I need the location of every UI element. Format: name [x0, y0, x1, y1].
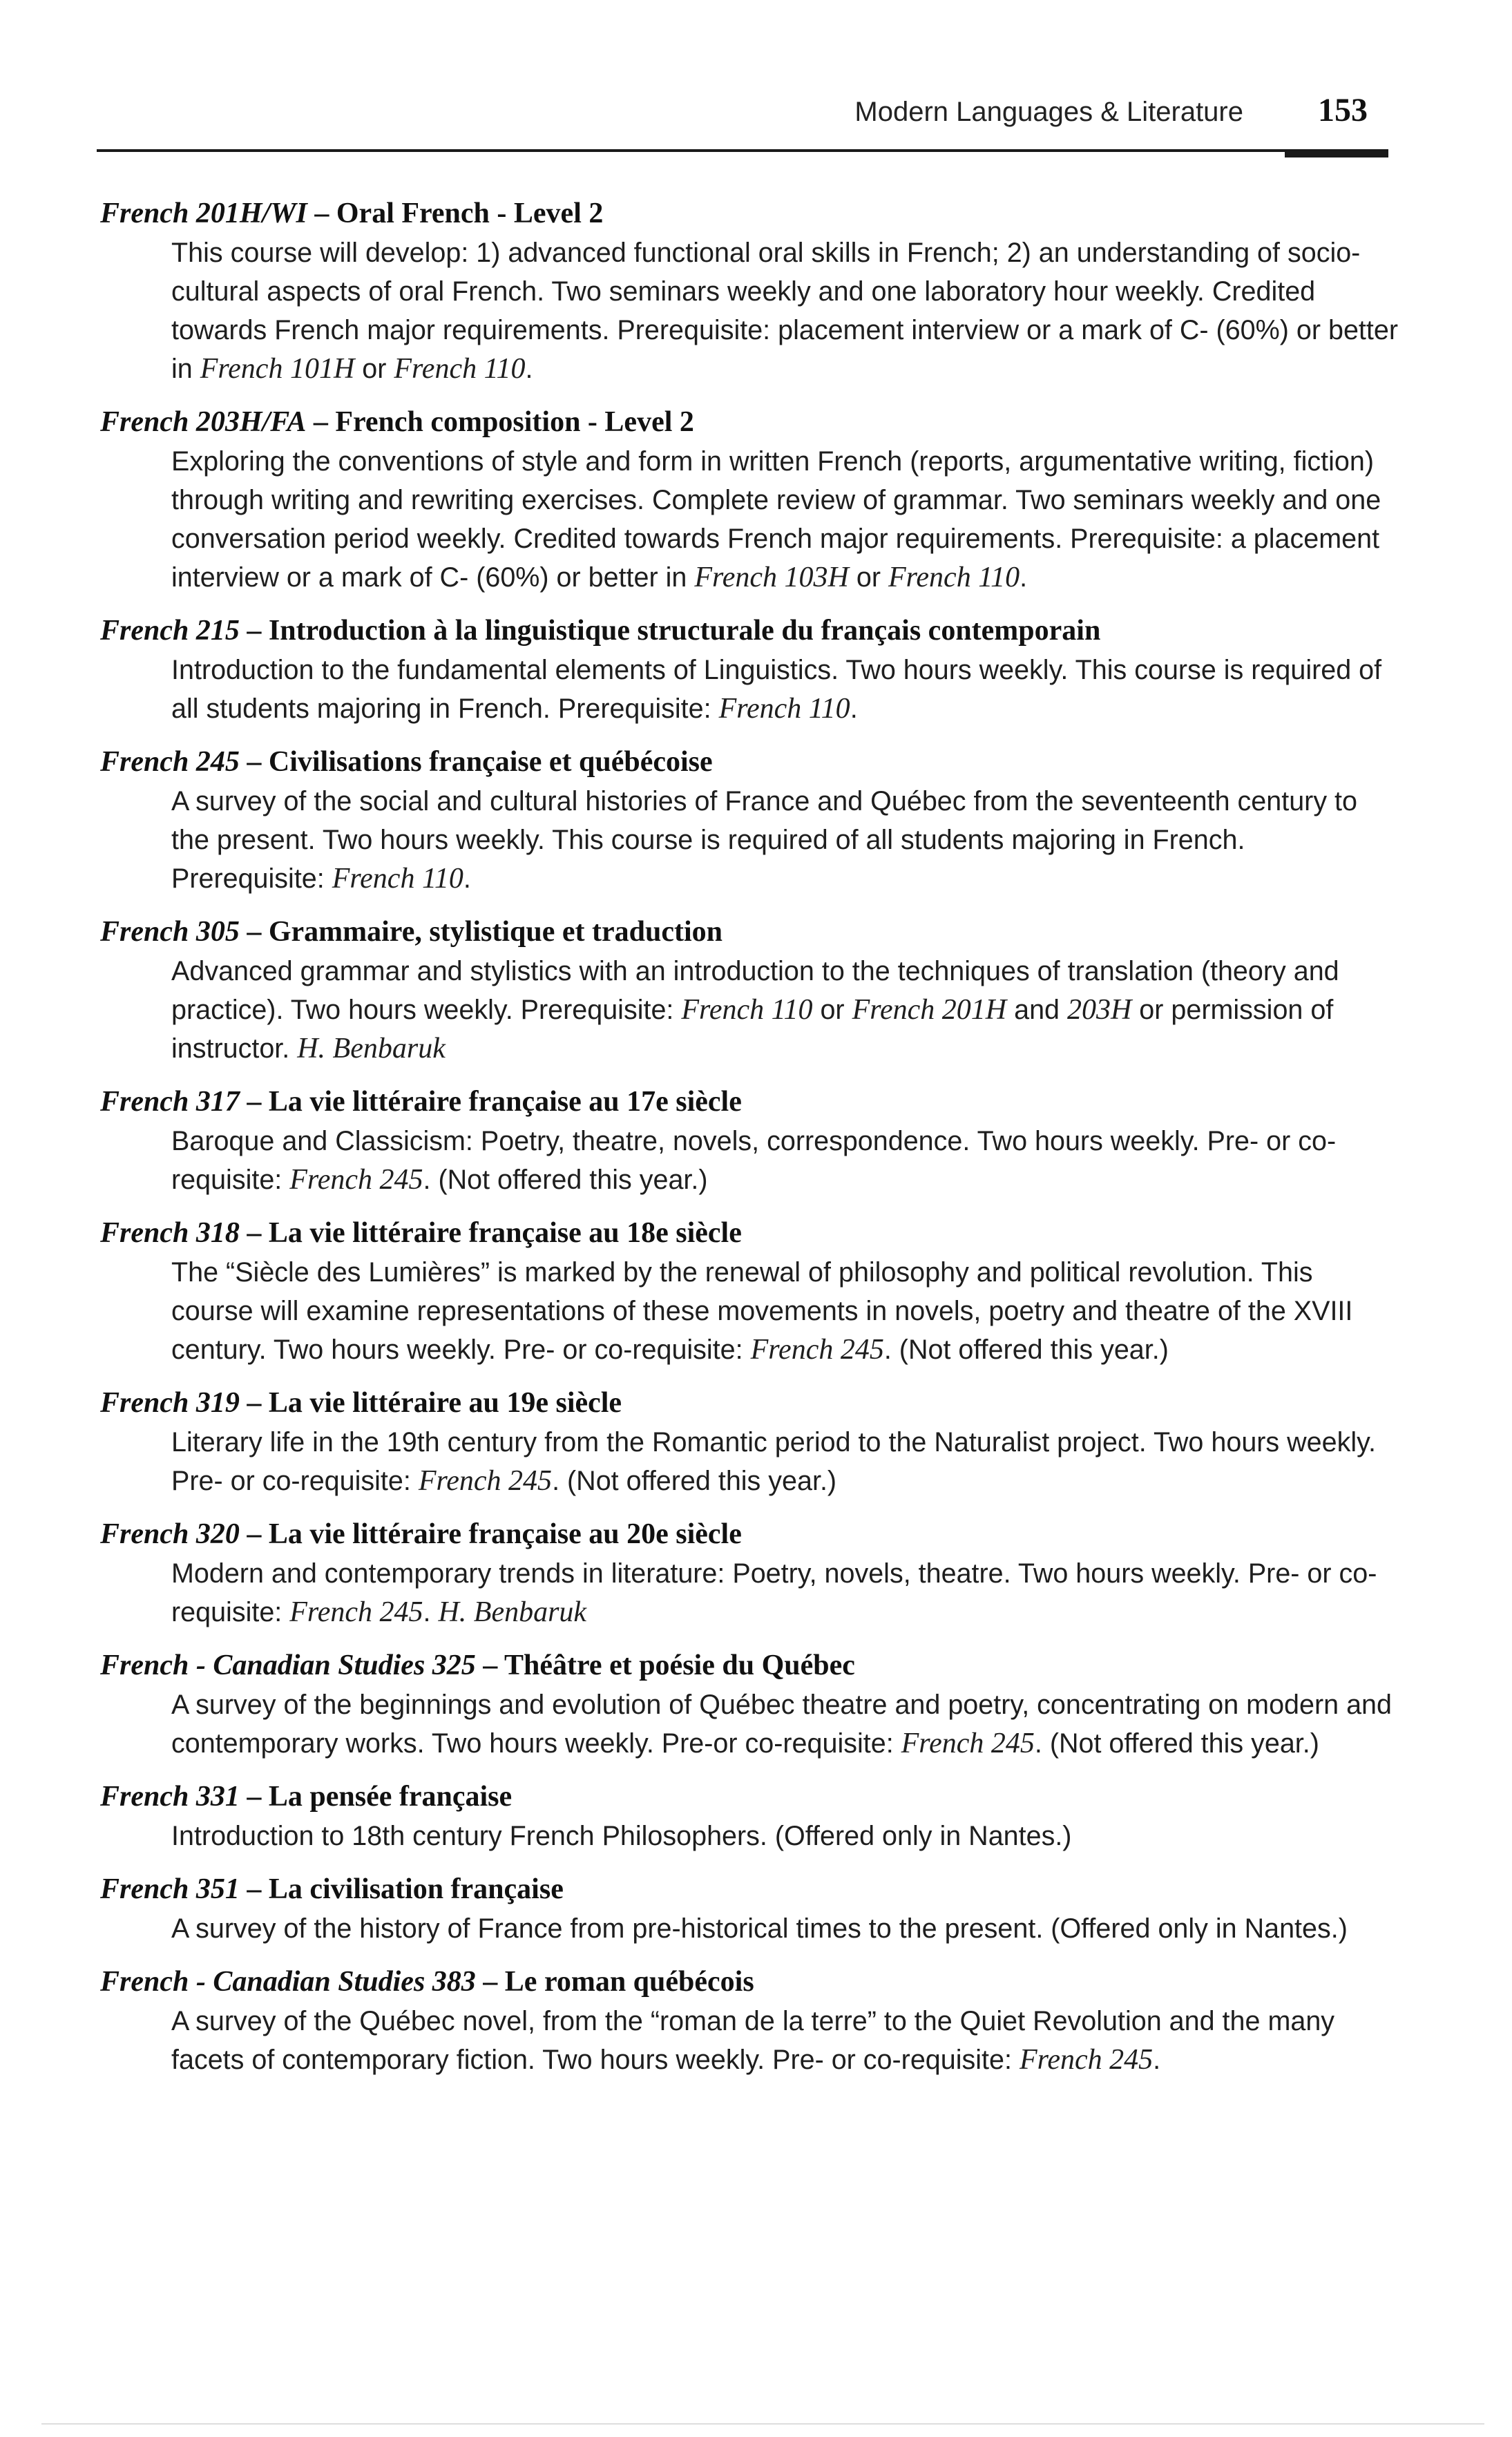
course-separator: –: [239, 1086, 269, 1118]
course-separator: –: [239, 916, 269, 948]
course-description: [171, 1122, 1399, 1199]
course-separator: –: [239, 1781, 269, 1813]
course-heading: [100, 1869, 1399, 1909]
course-number: French - Canadian Studies 383: [100, 1966, 476, 1998]
course-description-text: A survey of the Québec novel, from the “roman de la terre” to the Quiet Revolution and the many facets of contemporary fiction. Two hours weekly. Pre- or co-requisite:: [171, 2006, 1335, 2075]
course-description-text: The “Siècle des Lumières” is marked by the renewal of philosophy and political revolution. This course will examine representations of these movements in novels, poetry and theatre of the XVIII century. Two hours weekly. Pre- or co-requisite:: [171, 1257, 1353, 1365]
course-heading: [100, 742, 1399, 782]
course-separator: –: [239, 615, 269, 647]
course-title: Théâtre et poésie du Québec: [504, 1650, 855, 1681]
course-description-text: or permission of instructor.: [171, 995, 1334, 1064]
running-title: Modern Languages & Literature: [854, 97, 1243, 127]
course-number: French 318: [100, 1217, 240, 1249]
course-reference: French 245: [289, 1164, 423, 1196]
course-separator: –: [239, 1387, 269, 1419]
course-separator: –: [307, 198, 336, 229]
course-title: Le roman québécois: [504, 1966, 754, 1998]
course-description-text: Baroque and Classicism: Poetry, theatre, novels, correspondence. Two hours weekly. Pre- or co-requisite:: [171, 1126, 1337, 1195]
course-description: [171, 1554, 1399, 1632]
course-heading: [100, 1962, 1399, 2002]
course-separator: –: [239, 1873, 269, 1905]
course-description-text: and: [1006, 995, 1067, 1025]
course-entry: [100, 742, 1399, 898]
header-tab: [1285, 149, 1388, 157]
course-reference: French 245: [750, 1334, 884, 1366]
course-heading: [100, 1213, 1399, 1253]
page-number: 153: [1318, 92, 1368, 128]
course-reference: French 101H: [200, 353, 355, 385]
course-heading: [100, 611, 1399, 651]
course-description-text: .: [423, 1597, 439, 1627]
course-entry: [100, 1962, 1399, 2079]
course-number: French 215: [100, 615, 240, 647]
course-reference: French 245: [901, 1728, 1035, 1759]
course-reference: French 110: [888, 562, 1020, 593]
course-separator: –: [239, 1518, 269, 1550]
course-number: French 319: [100, 1387, 240, 1419]
course-number: French 317: [100, 1086, 240, 1118]
header-rule: [97, 149, 1388, 152]
course-reference: French 245: [418, 1465, 553, 1497]
course-description-text: A survey of the history of France from pre-historical times to the present. (Offered only in Nantes.): [171, 1913, 1348, 1944]
course-description: [171, 2002, 1399, 2079]
course-description-text: Modern and contemporary trends in literature: Poetry, novels, theatre. Two hours weekly. Pre- or co-requisite:: [171, 1558, 1377, 1627]
course-entry: [100, 402, 1399, 597]
course-reference: French 245: [289, 1596, 423, 1628]
course-description-text: A survey of the social and cultural histories of France and Québec from the seventeenth century to the present. Two hours weekly. This course is required of all students majoring in French. Prerequisite:: [171, 786, 1357, 894]
course-number: French 331: [100, 1781, 240, 1813]
course-description-text: or: [812, 995, 852, 1025]
course-reference: French 110: [332, 863, 463, 895]
course-description-text: Exploring the conventions of style and form in written French (reports, argumentative writing, fiction) through writing and rewriting exercises. Complete review of grammar. Two seminars weekly and one conversation period weekly. Credited towards French major requirements. Prerequisite: a placement interview or a mark of C- (60%) or better in: [171, 446, 1381, 593]
course-description: [171, 233, 1399, 388]
course-heading: [100, 402, 1399, 442]
course-entry: [100, 1869, 1399, 1948]
course-title: Introduction à la linguistique structurale du français contemporain: [268, 615, 1101, 647]
course-description: [171, 1685, 1399, 1763]
course-reference: French 103H: [694, 562, 849, 593]
course-description-text: This course will develop: 1) advanced functional oral skills in French; 2) an understanding of socio-cultural aspects of oral French. Two seminars weekly and one laboratory hour weekly. Credited towards French major requirements. Prerequisite: placement interview or a mark of C- (60%) or better in: [171, 238, 1398, 384]
course-description-text: Introduction to the fundamental elements of Linguistics. Two hours weekly. This course is required of all students majoring in French. Prerequisite:: [171, 655, 1382, 724]
course-title: La vie littéraire française au 20e siècle: [268, 1518, 742, 1550]
course-heading: [100, 1645, 1399, 1685]
course-description-text: A survey of the beginnings and evolution of Québec theatre and poetry, concentrating on modern and contemporary works. Two hours weekly. Pre-or co-requisite:: [171, 1690, 1392, 1759]
course-number: French 320: [100, 1518, 240, 1550]
course-number: French 203H/FA: [100, 406, 307, 438]
course-description-text: . (Not offered this year.): [423, 1165, 708, 1195]
course-description: [171, 1909, 1399, 1948]
course-reference: French 110: [718, 693, 850, 725]
course-separator: –: [306, 406, 336, 438]
course-description-text: .: [463, 863, 471, 894]
course-reference: H. Benbaruk: [438, 1596, 587, 1628]
course-title: La civilisation française: [268, 1873, 564, 1905]
course-description-text: Advanced grammar and stylistics with an introduction to the techniques of translation (theory and practice). Two hours weekly. Prerequisite:: [171, 956, 1339, 1025]
course-description: [171, 782, 1399, 898]
course-reference: 203H: [1066, 994, 1132, 1026]
course-entry: [100, 1082, 1399, 1199]
course-description-text: Literary life in the 19th century from the Romantic period to the Naturalist project. Two hours weekly. Pre- or co-requisite:: [171, 1427, 1376, 1496]
course-entry: [100, 1213, 1399, 1369]
course-heading: [100, 193, 1399, 233]
course-title: La pensée française: [268, 1781, 513, 1813]
course-title: La vie littéraire française au 18e siècle: [268, 1217, 742, 1249]
course-description-text: . (Not offered this year.): [1034, 1728, 1319, 1759]
course-reference: H. Benbaruk: [297, 1033, 446, 1064]
course-entry: [100, 611, 1399, 728]
course-heading: [100, 1514, 1399, 1554]
course-description-text: .: [850, 694, 858, 724]
course-description: [171, 1817, 1399, 1855]
course-description: [171, 651, 1399, 728]
course-number: French 245: [100, 746, 240, 778]
course-reference: French 201H: [852, 994, 1007, 1026]
course-description: [171, 442, 1399, 597]
page-bottom-edge: [41, 2423, 1484, 2425]
course-heading: [100, 1082, 1399, 1122]
course-entry: [100, 1383, 1399, 1500]
course-description: [171, 1423, 1399, 1500]
course-description: [171, 952, 1399, 1068]
course-reference: French 110: [681, 994, 813, 1026]
course-list: [100, 193, 1399, 2093]
course-number: French - Canadian Studies 325: [100, 1650, 476, 1681]
course-entry: [100, 1777, 1399, 1855]
course-heading: [100, 1777, 1399, 1817]
course-heading: [100, 912, 1399, 952]
course-description-text: or: [848, 562, 888, 593]
course-separator: –: [475, 1650, 505, 1681]
course-title: La vie littéraire française au 17e siècle: [268, 1086, 742, 1118]
course-number: French 305: [100, 916, 240, 948]
course-heading: [100, 1383, 1399, 1423]
course-reference: French 245: [1019, 2044, 1154, 2076]
course-separator: –: [475, 1966, 505, 1998]
course-entry: [100, 1645, 1399, 1763]
course-title: Civilisations française et québécoise: [268, 746, 713, 778]
course-description: [171, 1253, 1399, 1369]
course-entry: [100, 193, 1399, 388]
course-title: Oral French - Level 2: [336, 198, 604, 229]
page-header: [97, 83, 1388, 157]
course-description-text: .: [1020, 562, 1028, 593]
course-description-text: . (Not offered this year.): [552, 1466, 837, 1496]
course-separator: –: [239, 746, 269, 778]
course-entry: [100, 1514, 1399, 1632]
course-reference: French 110: [394, 353, 526, 385]
course-description-text: .: [1153, 2045, 1161, 2075]
course-number: French 201H/WI: [100, 198, 307, 229]
course-separator: –: [239, 1217, 269, 1249]
course-description-text: or: [354, 354, 394, 384]
course-title: Grammaire, stylistique et traduction: [268, 916, 722, 948]
course-description-text: . (Not offered this year.): [883, 1335, 1169, 1365]
course-entry: [100, 912, 1399, 1068]
course-description-text: Introduction to 18th century French Philosophers. (Offered only in Nantes.): [171, 1821, 1072, 1851]
course-description-text: .: [525, 354, 533, 384]
course-title: French composition - Level 2: [335, 406, 694, 438]
course-number: French 351: [100, 1873, 240, 1905]
course-title: La vie littéraire au 19e siècle: [268, 1387, 622, 1419]
